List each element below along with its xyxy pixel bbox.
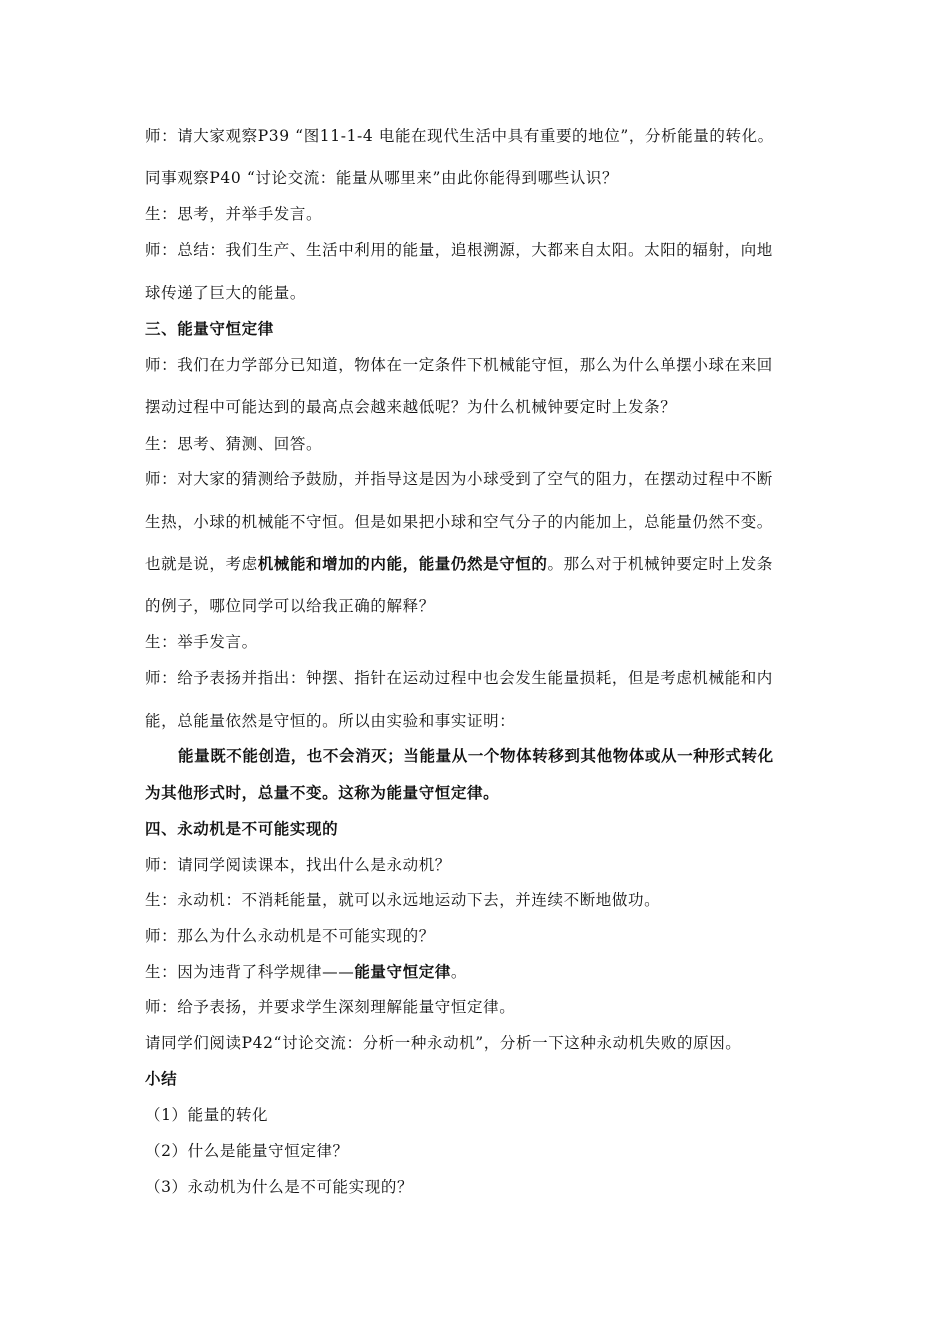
bold-text-run: 能量守恒定律 [354,963,451,981]
paragraph-line: 师：总结：我们生产、生活中利用的能量，追根溯源，大都来自太阳。太阳的辐射，向地 [145,241,773,259]
paragraph-line: 摆动过程中可能达到的最高点会越来越低呢？为什么机械钟要定时上发条？ [145,398,677,416]
summary-item: （2）什么是能量守恒定律？ [145,1142,349,1160]
paragraph-line: 生：举手发言。 [145,633,258,651]
section-heading-perpetual-motion: 四、永动机是不可能实现的 [145,820,339,838]
summary-item: （3）永动机为什么是不可能实现的？ [145,1178,414,1196]
summary-item: （1）能量的转化 [145,1106,269,1124]
text-run: 也就是说，考虑 [145,555,258,573]
paragraph-line [145,553,773,575]
paragraph-line: 师：那么为什么永动机是不可能实现的？ [145,927,435,945]
paragraph-line: 生：思考，并举手发言。 [145,205,323,223]
law-statement-line: 为其他形式时，总量不变。这称为能量守恒定律。 [145,784,500,802]
text-run: 生：因为违背了科学规律—— [145,963,355,981]
paragraph-line: 同事观察P40 “讨论交流：能量从哪里来”由此你能得到哪些认识？ [145,169,619,187]
law-statement-line: 能量既不能创造，也不会消灭；当能量从一个物体转移到其他物体或从一种形式转化 [178,747,774,765]
text-run: 。 [450,963,468,981]
paragraph-line: 请同学们阅读P42“讨论交流：分析一种永动机”，分析一下这种永动机失败的原因。 [145,1034,742,1052]
paragraph-line: 生：思考、猜测、回答。 [145,435,323,453]
paragraph-line: 生：永动机：不消耗能量，就可以永远地运动下去，并连续不断地做功。 [145,891,661,909]
paragraph-line: 师：请同学阅读课本，找出什么是永动机？ [145,856,451,874]
paragraph-line: 师：对大家的猜测给予鼓励，并指导这是因为小球受到了空气的阻力，在摆动过程中不断 [145,470,773,488]
section-heading-summary: 小结 [145,1070,178,1088]
paragraph-line [145,961,467,983]
paragraph-line: 球传递了巨大的能量。 [145,284,307,302]
paragraph-line: 生热，小球的机械能不守恒。但是如果把小球和空气分子的内能加上，总能量仍然不变。 [145,513,773,531]
paragraph-line: 师：给予表扬并指出：钟摆、指针在运动过程中也会发生能量损耗，但是考虑机械能和内 [145,669,773,687]
paragraph-line: 师：请大家观察P39 “图11-1-4 电能在现代生活中具有重要的地位”，分析能量的转化。 [145,127,774,145]
text-run: 。那么对于机械钟要定时上发条 [547,555,773,573]
paragraph-line: 的例子，哪位同学可以给我正确的解释？ [145,597,435,615]
bold-text-run: 机械能和增加的内能，能量仍然是守恒的 [257,555,548,573]
paragraph-line: 能，总能量依然是守恒的。所以由实验和事实证明： [145,712,516,730]
section-heading-energy-conservation: 三、能量守恒定律 [145,320,274,338]
paragraph-line: 师：给予表扬，并要求学生深刻理解能量守恒定律。 [145,998,516,1016]
paragraph-line: 师：我们在力学部分已知道，物体在一定条件下机械能守恒，那么为什么单摆小球在来回 [145,356,773,374]
